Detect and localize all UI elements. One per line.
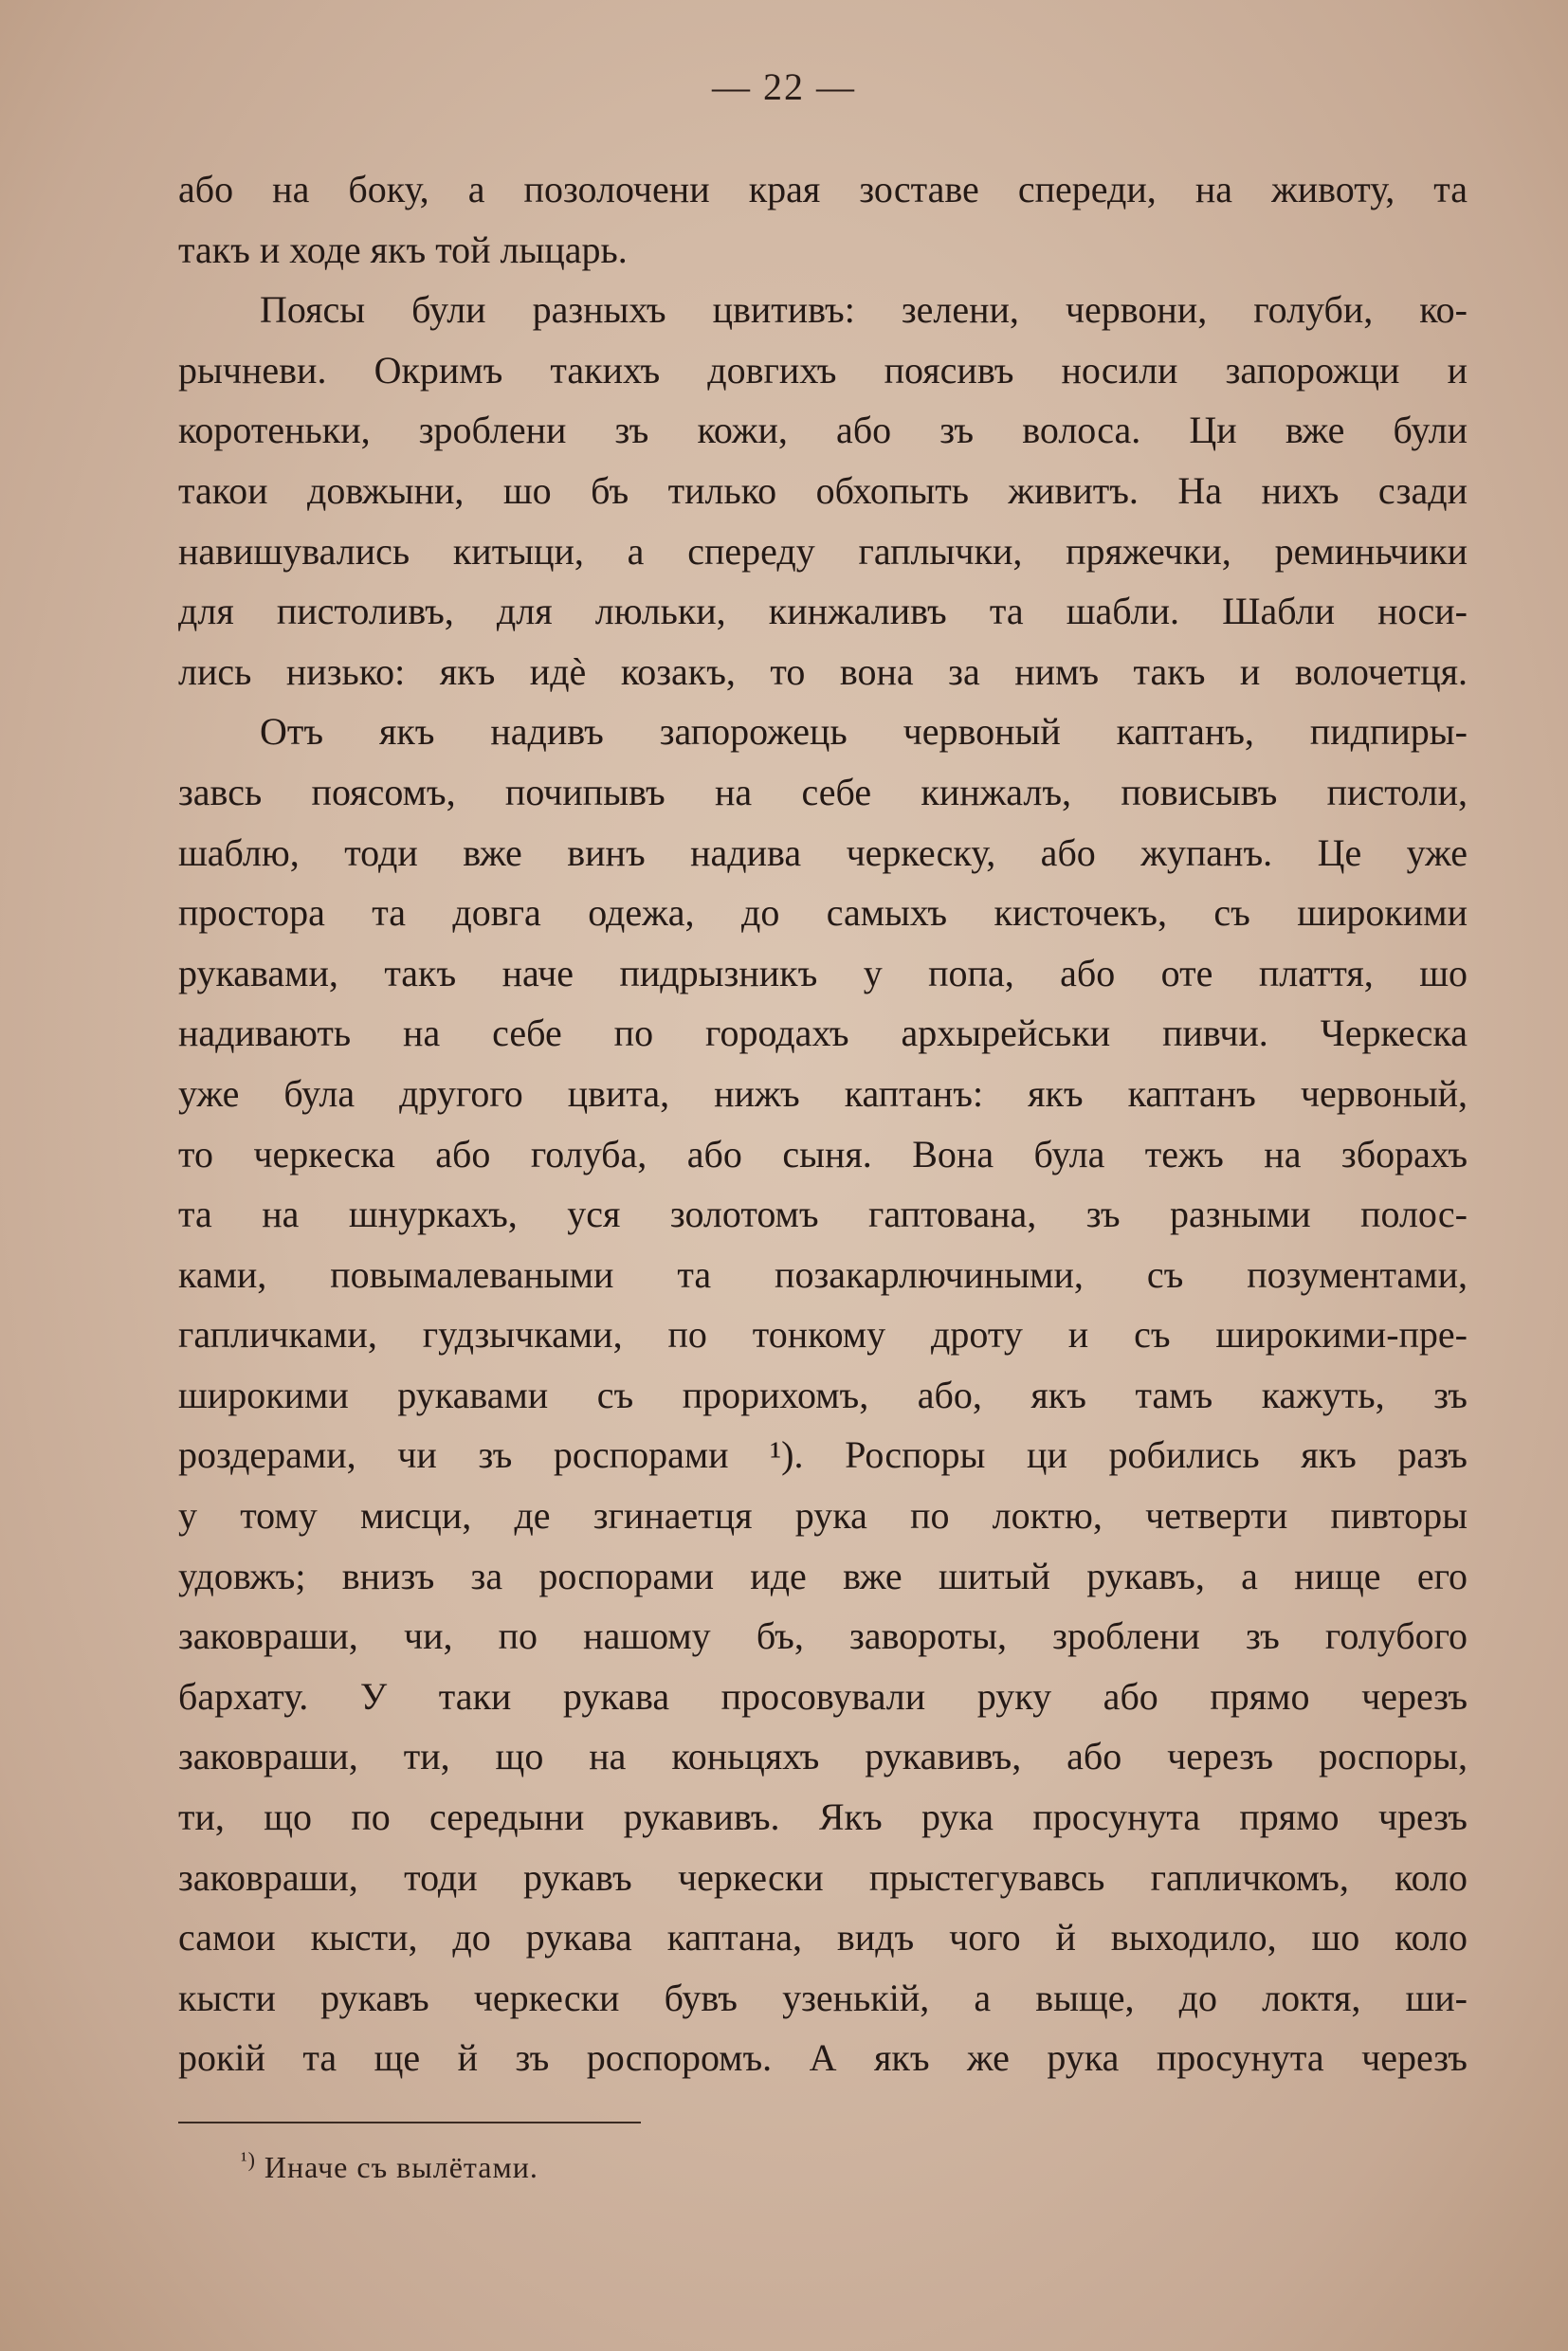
text-line: широкими рукавами съ прорихомъ, або, якъ тамъ кажуть, зъ bbox=[178, 1373, 1468, 1416]
text-line: надивають на себе по городахъ архырейськи пивчи. Черкеска bbox=[178, 1011, 1468, 1055]
text-line: ти, що по середыни рукавивъ. Якъ рука просунута прямо чрезъ bbox=[178, 1795, 1468, 1839]
text-line: бархату. У таки рукава просовували руку або прямо черезъ bbox=[178, 1674, 1468, 1718]
text-line: уже була другого цвита, нижъ каптанъ: якъ каптанъ червоный, bbox=[178, 1071, 1468, 1115]
footnote bbox=[241, 2148, 538, 2186]
text-line: удовжъ; внизъ за роспорами иде вже шитый рукавъ, а нище его bbox=[178, 1554, 1468, 1597]
text-line: такъ и ходе якъ той лыцарь. bbox=[178, 228, 628, 271]
footnote-mark: ¹) bbox=[241, 2147, 256, 2172]
text-line: простора та довга одежа, до самыхъ кисточекъ, съ широкими bbox=[178, 891, 1468, 935]
text-line: коротеньки, зроблени зъ кожи, або зъ волоса. Ци вже були bbox=[178, 409, 1468, 452]
text-line: роздерами, чи зъ роспорами ¹). Роспоры ци робились якъ разъ bbox=[178, 1433, 1468, 1477]
text-line: шаблю, тоди вже винъ надива черкеску, або жупанъ. Це уже bbox=[178, 830, 1468, 874]
text-line: заковраши, чи, по нашому бъ, завороты, зроблени зъ голубого bbox=[178, 1614, 1468, 1658]
text-line: лись низько: якъ идѐ козакъ, то вона за нимъ такъ и волочетця. bbox=[178, 649, 1468, 693]
text-line: заковраши, тоди рукавъ черкески прыстегувавсь гапличкомъ, коло bbox=[178, 1855, 1468, 1899]
text-line: Поясы були разныхъ цвитивъ: зелени, червони, голуби, ко- bbox=[260, 288, 1468, 332]
text-line: то черкеска або голуба, або сыня. Вона була тежъ на зборахъ bbox=[178, 1132, 1468, 1176]
footnote-divider bbox=[178, 2122, 641, 2123]
text-line: рукавами, такъ наче пидрызникъ у попа, або оте плаття, шо bbox=[178, 951, 1468, 994]
text-line: заковраши, ти, що на коньцяхъ рукавивъ, або черезъ роспоры, bbox=[178, 1735, 1468, 1778]
text-line: навишувались китыци, а спереду гаплычки, пряжечки, реминьчики bbox=[178, 529, 1468, 573]
page-number: — 22 — bbox=[712, 65, 856, 108]
text-line: ками, повымалеваными та позакарлючиными, съ позументами, bbox=[178, 1252, 1468, 1296]
text-line: самои кысти, до рукава каптана, видъ чого й выходило, шо коло bbox=[178, 1916, 1468, 1959]
text-line: рычневи. Окримъ такихъ довгихъ поясивъ носили запорожци и bbox=[178, 348, 1468, 392]
text-line: завсь поясомъ, почипывъ на себе кинжалъ, повисывъ пистоли, bbox=[178, 770, 1468, 813]
text-line: у тому мисци, де згинаетця рука по локтю, четверти пивторы bbox=[178, 1494, 1468, 1538]
body-text bbox=[178, 159, 1468, 2088]
footnote-text: Иначе съ вылётами. bbox=[264, 2150, 538, 2184]
text-line: для пистоливъ, для люльки, кинжаливъ та шабли. Шабли носи- bbox=[178, 590, 1468, 633]
text-line: такои довжыни, шо бъ тилько обхопыть живитъ. На нихъ сзади bbox=[178, 468, 1468, 512]
text-line: кысти рукавъ черкески бувъ узенькій, а выще, до локтя, ши- bbox=[178, 1976, 1468, 2019]
text-line: та на шнуркахъ, уся золотомъ гаптована, зъ разными полос- bbox=[178, 1193, 1468, 1236]
text-line: Отъ якъ надивъ запорожець червоный каптанъ, пидпиры- bbox=[260, 710, 1468, 754]
text-line: гапличками, гудзычками, по тонкому дроту и съ широкими-пре- bbox=[178, 1313, 1468, 1357]
text-line: або на боку, а позолочени края зоставе спереди, на животу, та bbox=[178, 168, 1468, 210]
text-line: рокій та ще й зъ роспоромъ. А якъ же рука просунута черезъ bbox=[178, 2036, 1468, 2080]
